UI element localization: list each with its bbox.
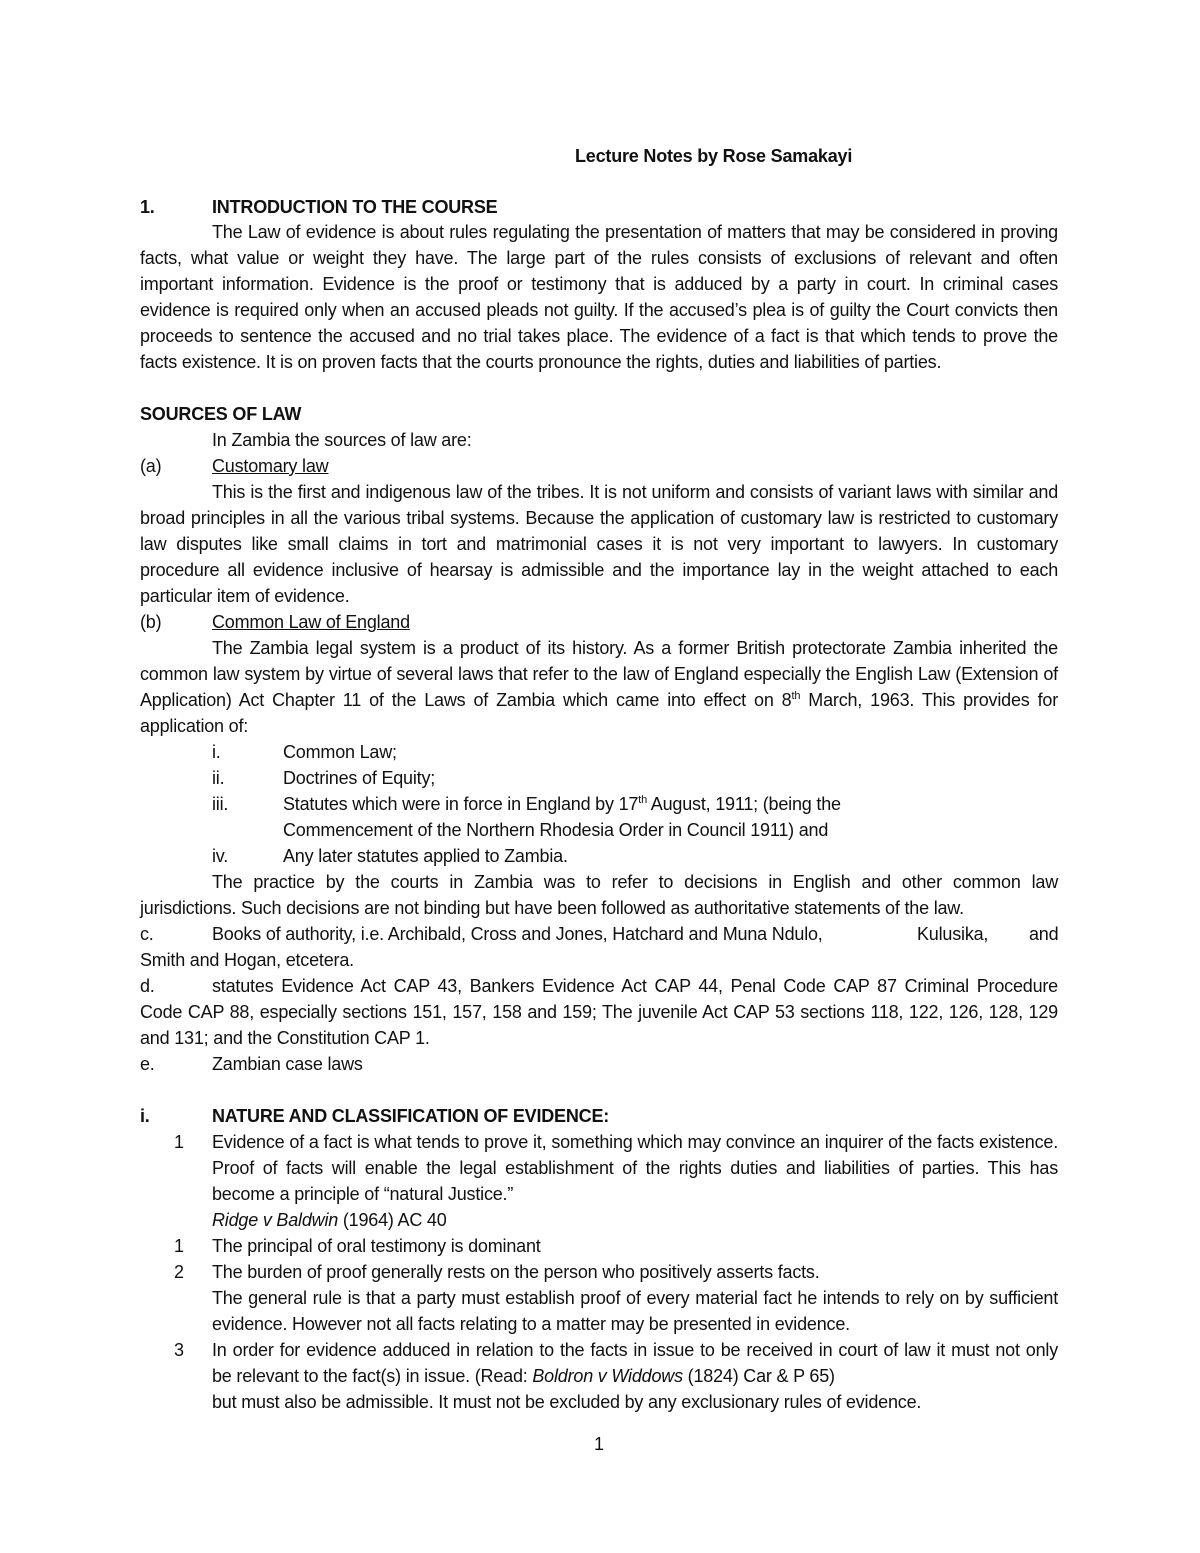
paragraph-line: Books of authority, i.e. Archibald, Cross and Jones, Hatchard and Muna Ndulo, <box>212 924 823 944</box>
paragraph-line: Evidence of a fact is what tends to prove it, something which may convince an inquirer of the facts existence. <box>212 1132 1058 1152</box>
item-number: 3 <box>174 1340 184 1360</box>
item-number: 1 <box>174 1236 184 1256</box>
paragraph-line: proceeds to sentence the accused and no trial takes place. The evidence of a fact is that which tends to prove the <box>140 326 1058 346</box>
paragraph-line: procedure all evidence inclusive of hearsay is admissible and the importance lay in the weight attached to each <box>140 560 1058 580</box>
item-label: d. <box>140 976 155 996</box>
paragraph-line: Zambian case laws <box>212 1054 363 1074</box>
list-item-continuation: Commencement of the Northern Rhodesia Order in Council 1911) and <box>283 820 829 840</box>
item-label: (a) <box>140 456 162 476</box>
paragraph-line: be relevant to the fact(s) in issue. (Read: Boldron v Widdows (1824) Car & P 65) <box>212 1366 835 1386</box>
paragraph-line: Smith and Hogan, etcetera. <box>140 950 354 970</box>
paragraph-line: In order for evidence adduced in relation to the facts in issue to be received in court of law it must not only <box>212 1340 1058 1360</box>
list-item-number: iv. <box>212 846 229 866</box>
paragraph-line: evidence is required only when an accused pleads not guilty. If the accused’s plea is of guilty the Court convicts then <box>140 300 1058 320</box>
paragraph-word: Kulusika, <box>917 924 989 944</box>
page-number: 1 <box>594 1434 604 1454</box>
paragraph-line: Code CAP 88, especially sections 151, 157, 158 and 159; The juvenile Act CAP 53 sections 118, 122, 126, 128, 129 <box>140 1002 1058 1022</box>
item-label: (b) <box>140 612 162 632</box>
paragraph-line: important information. Evidence is the proof or testimony that is adduced by a party in court. In criminal cases <box>140 274 1058 294</box>
list-item-number: iii. <box>212 794 229 814</box>
paragraph-line: The principal of oral testimony is dominant <box>212 1236 541 1256</box>
sources-heading: SOURCES OF LAW <box>140 404 302 424</box>
section-number: i. <box>140 1106 150 1126</box>
paragraph-line: The Law of evidence is about rules regulating the presentation of matters that may be considered in proving <box>212 222 1058 242</box>
paragraph-line: application of: <box>140 716 249 736</box>
list-item: Statutes which were in force in England by 17th August, 1911; (being the <box>283 794 841 814</box>
item-number: 2 <box>174 1262 184 1282</box>
paragraph-line: jurisdictions. Such decisions are not binding but have been followed as authoritative statements of the law. <box>140 898 964 918</box>
paragraph-line: but must also be admissible. It must not be excluded by any exclusionary rules of evidence. <box>212 1392 922 1412</box>
paragraph-line: facts, what value or weight they have. The large part of the rules consists of exclusions of relevant and often <box>140 248 1058 268</box>
section-heading: NATURE AND CLASSIFICATION OF EVIDENCE: <box>212 1106 610 1126</box>
paragraph-line: This is the first and indigenous law of the tribes. It is not uniform and consists of variant laws with similar and <box>212 482 1058 502</box>
case-citation: Ridge v Baldwin (1964) AC 40 <box>212 1210 447 1230</box>
paragraph-line: become a principle of “natural Justice.” <box>212 1184 514 1204</box>
section-heading: INTRODUCTION TO THE COURSE <box>212 197 498 217</box>
paragraph-line: Proof of facts will enable the legal establishment of the rights duties and liabilities of parties. This has <box>212 1158 1058 1178</box>
item-number: 1 <box>174 1132 184 1152</box>
paragraph-line: law disputes like small claims in tort and matrimonial cases it is not very important to lawyers. In customary <box>140 534 1058 554</box>
paragraph-line: statutes Evidence Act CAP 43, Bankers Evidence Act CAP 44, Penal Code CAP 87 Criminal Procedure <box>212 976 1058 996</box>
sources-intro: In Zambia the sources of law are: <box>212 430 472 450</box>
paragraph-line: The burden of proof generally rests on the person who positively asserts facts. <box>212 1262 820 1282</box>
subsection-title: Common Law of England <box>212 612 410 632</box>
document-title: Lecture Notes by Rose Samakayi <box>575 146 853 166</box>
paragraph-line: evidence. However not all facts relating to a matter may be presented in evidence. <box>212 1314 850 1334</box>
paragraph-line: The general rule is that a party must establish proof of every material fact he intends to rely on by sufficient <box>212 1288 1058 1308</box>
section-number: 1. <box>140 197 155 217</box>
paragraph-line: broad principles in all the various tribal systems. Because the application of customary law is restricted to customary <box>140 508 1058 528</box>
list-item: Common Law; <box>283 742 397 762</box>
paragraph-word: and <box>1029 924 1059 944</box>
paragraph-line: The practice by the courts in Zambia was to refer to decisions in English and other common law <box>212 872 1058 892</box>
item-label: e. <box>140 1054 155 1074</box>
paragraph-line: facts existence. It is on proven facts that the courts pronounce the rights, duties and liabilities of parties. <box>140 352 942 372</box>
paragraph-line: and 131; and the Constitution CAP 1. <box>140 1028 430 1048</box>
list-item-number: i. <box>212 742 221 762</box>
subsection-title: Customary law <box>212 456 329 476</box>
paragraph-line: Application) Act Chapter 11 of the Laws of Zambia which came into effect on 8th March, 1963. This provides for <box>140 690 1058 710</box>
paragraph-line: The Zambia legal system is a product of its history. As a former British protectorate Zambia inherited the <box>212 638 1058 658</box>
list-item: Any later statutes applied to Zambia. <box>283 846 568 866</box>
list-item-number: ii. <box>212 768 225 788</box>
paragraph-line: common law system by virtue of several laws that refer to the law of England especially the English Law (Extension of <box>140 664 1058 684</box>
item-label: c. <box>140 924 154 944</box>
list-item: Doctrines of Equity; <box>283 768 436 788</box>
paragraph-line: particular item of evidence. <box>140 586 350 606</box>
